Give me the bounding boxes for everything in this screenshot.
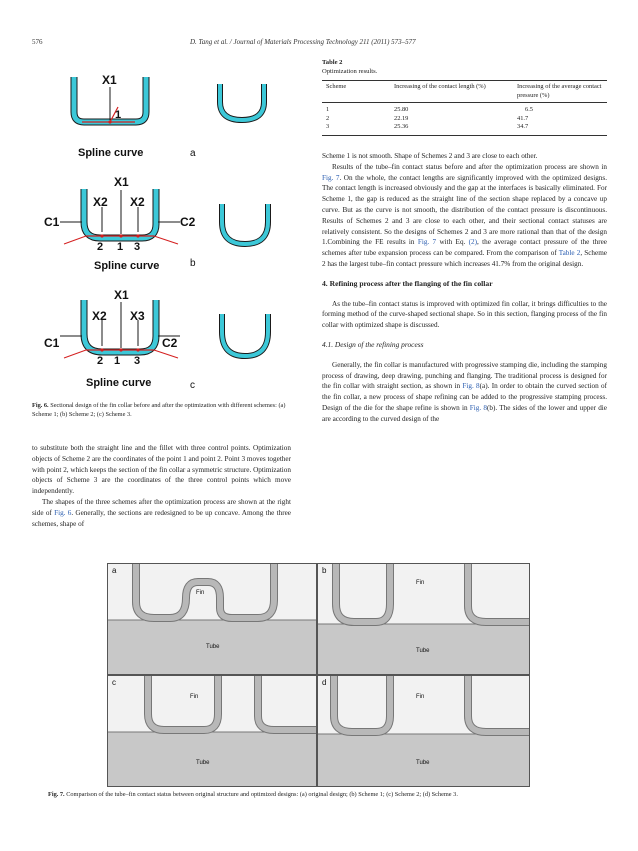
fig8-link[interactable]: Fig. 8 [462, 382, 480, 391]
figure-7-panel-b [317, 563, 530, 675]
label-3-c: 3 [134, 355, 141, 367]
label-spline-c: Spline curve [86, 377, 152, 389]
right-paragraph-2: Results of the tube–fin contact status before and after the optimization process are shown in Fig. 7. On the whole, the contact lengths are significantly improved with the optimized designs. The contact length is increased obviously and the gap at the interfaces is basically eliminated. For Scheme 1, the gap is reduced as the straight line of the section shape replaced by a concave up curve. But as the curve is not smooth, the distribution of the contact pressure is discontinuous. Results of Schemes 2 and 3 are close to each other, and their sectional contact statuses are relatively consistent. So the designs of Schemes 2 and 3 are more rational than that of the design 1.Combining the FE results in Fig. 7 with Eq. (2), the average contact pressure of the three schemes after tube expansion process can be compared. From the comparison of Table 2, Scheme 2 has the largest tube–fin contact pressure which increases 41.7% from the original design. [322, 162, 608, 268]
figure-7-tube-d: Tube [416, 760, 430, 766]
figure-7-letter-c: c [112, 678, 116, 687]
figure-7-tube-c: Tube [196, 760, 210, 766]
figure-7-letter-a: a [112, 566, 117, 575]
figure-7-panel-a [107, 563, 317, 675]
section-4-heading: 4. Refining process after the flanging of the fin collar [322, 278, 493, 288]
figure-6 [30, 62, 292, 396]
label-1-b: 1 [117, 241, 124, 253]
label-x2-b: X2 [93, 195, 108, 209]
fig7-link[interactable]: Fig. 7 [322, 173, 340, 182]
fig8-link-2[interactable]: Fig. 8 [469, 403, 487, 412]
right-paragraph-3: As the tube–fin contact status is improved with optimized fin collar, it brings difficulties to the forming method of the curve-shaped sectional shape. So in this section, flanging process of the fin collar with optimized shape is discussed. [322, 299, 607, 330]
table2-link[interactable]: Table 2 [558, 249, 581, 258]
label-b: b [190, 258, 196, 269]
table-2-header-pressure: Increasing of the average contact pressure (%) [517, 83, 602, 99]
label-2-b: 2 [97, 241, 104, 253]
figure-7-tube-b: Tube [416, 648, 430, 654]
figure-7-letter-b: b [322, 566, 327, 575]
figure-7-fin-b: Fin [416, 580, 425, 586]
figure-7-letter-d: d [322, 678, 327, 687]
figure-7-fin-c: Fin [190, 694, 199, 700]
figure-7-caption-text: Comparison of the tube–fin contact status between original structure and optimized designs: (a) original design; (b) Scheme 1; (c) Scheme 2; (d) Scheme 3. [64, 791, 458, 798]
table-2-grid [322, 80, 607, 136]
figure-6-caption-text: Sectional design of the fin collar before and after the optimization with different schemes: (a) Scheme 1; (b) Scheme 2; (c) Scheme 3. [32, 402, 286, 418]
figure-7-panel-c [107, 675, 317, 787]
label-3-b: 3 [134, 241, 141, 253]
label-1-c: 1 [114, 355, 121, 367]
label-2-c: 2 [97, 355, 104, 367]
left-column [32, 443, 291, 529]
label-c1-c: C1 [44, 336, 60, 350]
page-number: 576 [32, 38, 43, 46]
figure-7-tube-a: Tube [206, 644, 220, 650]
table-2 [322, 58, 607, 136]
label-spline-a: Spline curve [78, 147, 144, 159]
fig6-link[interactable]: Fig. 6 [54, 508, 72, 517]
label-c: c [190, 380, 195, 391]
figure-7-panel-d [317, 675, 530, 787]
figure-7 [107, 563, 529, 786]
table-row: 3 25.36 34.7 [322, 123, 607, 135]
left-paragraph-2: The shapes of the three schemes after the optimization process are shown at the right side of Fig. 6. Generally, the sections are redesigned to be up concave. Among the three schemes, shape of [32, 497, 291, 528]
table-2-title: Table 2 [322, 59, 343, 66]
left-paragraph-1: to substitute both the straight line and the fillet with three control points. Optimization objects of Scheme 2 are the coordinates of the point 1 and point 2. Point 3 moves together with point 2, which keeps the section of the fin collar a symmetric structure. Optimization objects of Scheme 3 are the coordinates of the three control points which move independently. [32, 444, 291, 496]
label-x2-c: X2 [92, 309, 107, 323]
eq2-link[interactable]: (2) [468, 238, 478, 247]
section-4-1-heading: 4.1. Design of the refining process [322, 339, 424, 349]
label-x3-c: X3 [130, 309, 145, 323]
table-row: 1 25.80 6.5 [326, 106, 533, 113]
label-1-a: 1 [115, 109, 122, 121]
fig7-link-2[interactable]: Fig. 7 [417, 238, 437, 247]
right-paragraph-1: Scheme 1 is not smooth. Shape of Schemes 2 and 3 are close to each other. [322, 152, 538, 160]
table-2-subtitle: Optimization results. [322, 68, 378, 75]
label-a: a [190, 148, 196, 159]
right-paragraph-4: Generally, the fin collar is manufactured with progressive stamping die, including the stamping process of drawing, deep drawing, punching and flanging. The traditional process is designed for the fin collar with straight section, as shown in Fig. 8(a). In order to obtain the curved section of the fin collar, a new process of shape refining can be added to the progressive stamping process. Design of the die for the shape refine is shown in Fig. 8(b). The sides of the lower and upper die are according to the curved design of the [322, 360, 607, 423]
label-x1-a: X1 [102, 73, 117, 87]
label-c2-c: C2 [162, 336, 178, 350]
figure-6-caption-label: Fig. 6. [32, 402, 49, 409]
table-row: 2 22.19 41.7 [326, 114, 529, 122]
figure-7-fin-a: Fin [196, 590, 205, 596]
table-2-header-length: Increasing of the contact length (%) [394, 83, 486, 90]
label-c1-b: C1 [44, 215, 60, 229]
fin-collar-c-left [84, 300, 156, 352]
label-spline-b: Spline curve [94, 260, 160, 272]
right-column [322, 151, 607, 425]
figure-7-caption-label: Fig. 7. [48, 791, 65, 798]
label-x1-b: X1 [114, 175, 129, 189]
label-x1-c: X1 [114, 288, 129, 302]
table-2-header-scheme: Scheme [326, 83, 347, 90]
label-x2b-b: X2 [130, 195, 145, 209]
journal-running-head: D. Tang et al. / Journal of Materials Processing Technology 211 (2011) 573–577 [190, 38, 416, 46]
label-c2-b: C2 [180, 215, 196, 229]
figure-7-caption [48, 790, 608, 799]
figure-6-caption [32, 401, 290, 419]
figure-7-fin-d: Fin [416, 694, 425, 700]
